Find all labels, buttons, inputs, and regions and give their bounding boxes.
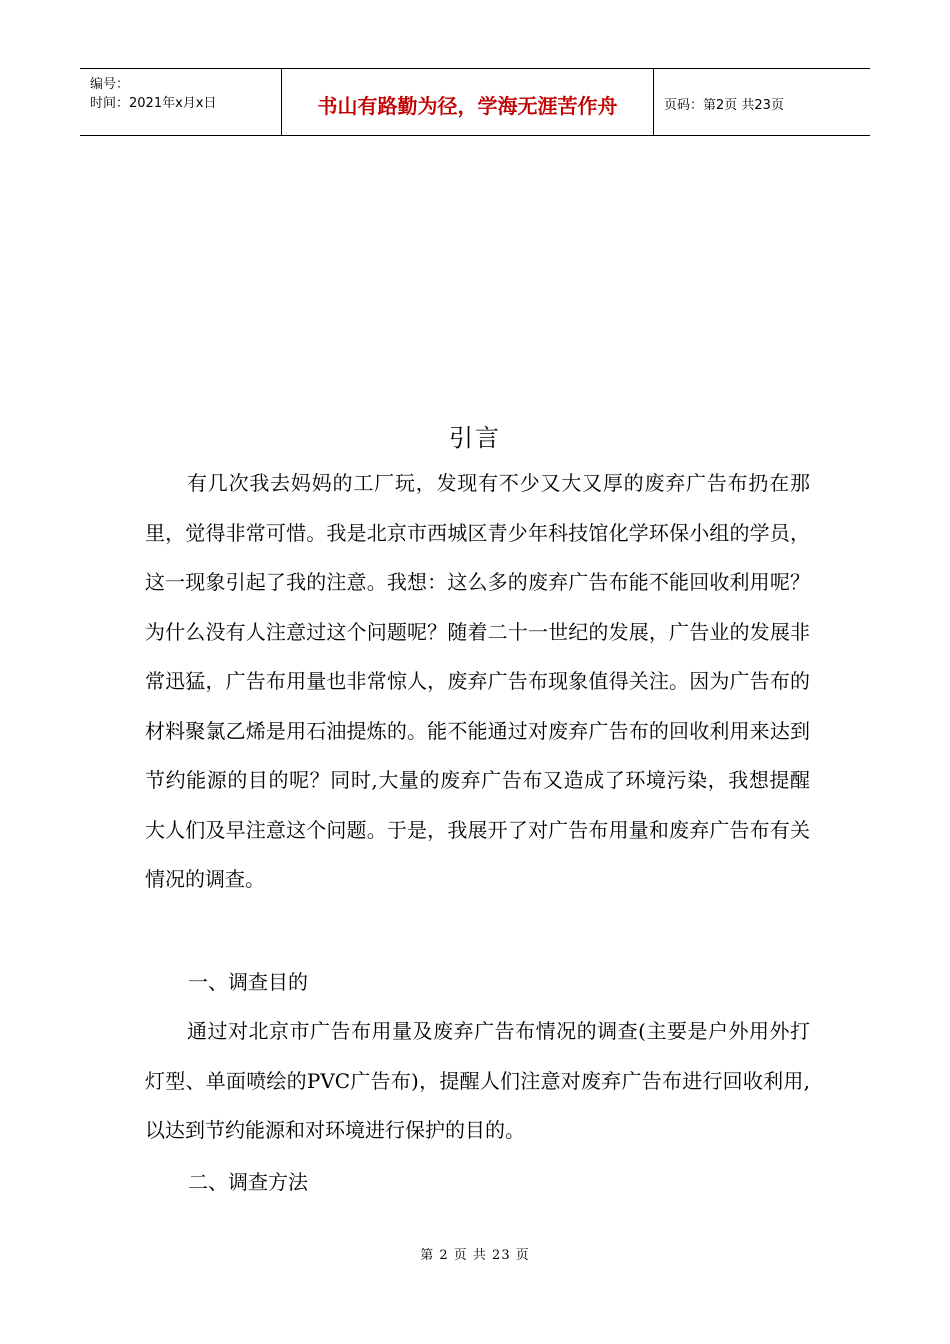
- header-meta-cell: [80, 69, 282, 135]
- section1-paragraph: 通过对北京市广告布用量及废弃广告布情况的调查(主要是户外用外打灯型、单面喷绘的PVC广告布)，提醒人们注意对废弃广告布进行回收利用,以达到节约能源和对环境进行保护的目的。: [145, 1019, 810, 1142]
- page-footer: 第 2 页 共 23 页: [420, 1248, 530, 1263]
- intro-paragraph: 有几次我去妈妈的工厂玩，发现有不少又大又厚的废弃广告布扔在那里，觉得非常可惜。我是北京市西城区青少年科技馆化学环保小组的学员，这一现象引起了我的注意。我想：这么多的废弃广告布能不能回收利用呢？为什么没有人注意过这个问题呢？随着二十一世纪的发展，广告业的发展非常迅猛，广告布用量也非常惊人，废弃广告布现象值得关注。因为广告布的材料聚氯乙烯是用石油提炼的。能不能通过对废弃广告布的回收利用来达到节约能源的目的呢？同时,大量的废弃广告布又造成了环境污染，我想提醒大人们及早注意这个问题。于是，我展开了对广告布用量和废弃广告布有关情况的调查。: [145, 471, 810, 891]
- number-label: 编号：: [90, 77, 130, 92]
- page-header: [80, 68, 870, 136]
- document-title: 引言: [449, 424, 501, 452]
- section1-heading: 一、调查目的: [188, 970, 308, 994]
- header-motto: 书山有路勤为径，学海无涯苦作舟: [282, 69, 654, 135]
- section2-heading: 二、调查方法: [188, 1170, 308, 1194]
- header-page-info: 页码：第2页 共23页: [664, 97, 784, 113]
- time-label: 时间：2021年x月x日: [90, 96, 217, 111]
